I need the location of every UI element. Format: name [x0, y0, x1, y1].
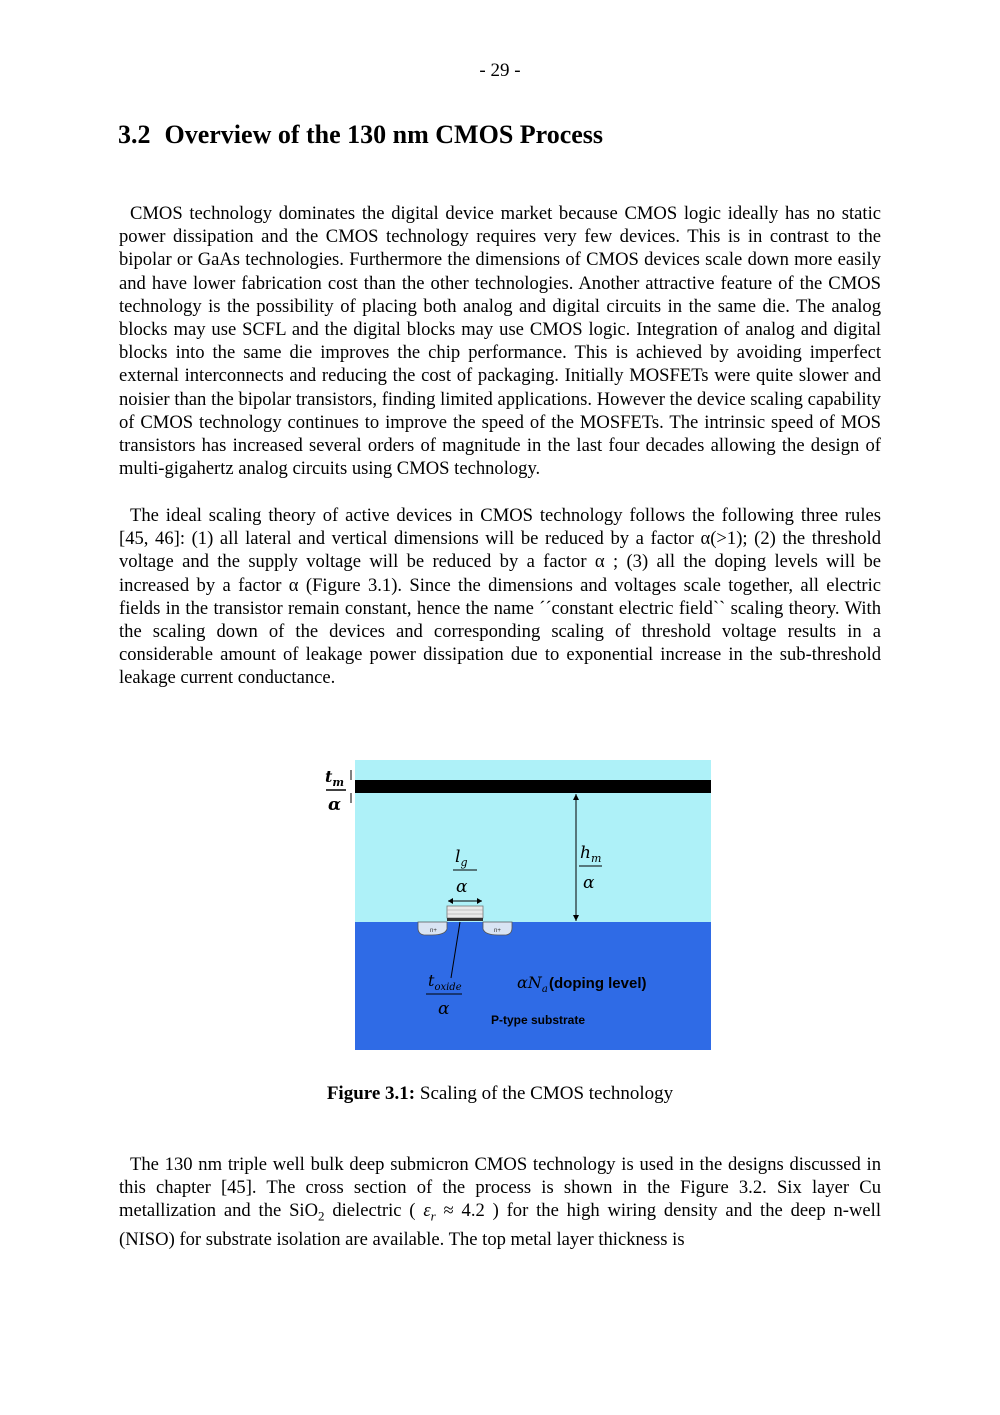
toxide-pointer [451, 922, 460, 978]
lg-arrow-right [477, 898, 482, 904]
paragraph-process [119, 1153, 881, 1252]
paragraph-scaling-theory: The ideal scaling theory of active devices in CMOS technology follows the following three rules [45, 46]: (1) all lateral and vertical dimensions will be reduced by a factor α(>1); (2) the threshold voltage and the supply voltage will be reduced by a factor α ; (3) all the doping levels will be increased by a factor α (Figure 3.1). Since the dimensions and voltages scale together, all electric fields in the transistor remain constant, hence the name ´´constant electric field`` scaling theory. With the scaling down of the devices and corresponding scaling of threshold voltage results in a considerable amount of leakage power dissipation due to exponential increase in the sub-threshold leakage current conductance. [119, 505, 881, 689]
page-number: - 29 - [479, 60, 521, 81]
figure-annotations [320, 760, 715, 1052]
hm-arrow-up [573, 794, 579, 800]
label-substrate: P-type substrate [491, 1013, 586, 1027]
label-source-nplus: n+ [430, 928, 437, 934]
label-hm-alpha: α [583, 873, 595, 893]
label-toxide: $t_{oxide}$ [428, 971, 462, 993]
label-lg-alpha: α [456, 877, 468, 897]
gate-oxide [447, 918, 483, 921]
paragraph-intro: CMOS technology dominates the digital device market because CMOS logic ideally has no static power dissipation and the CMOS technology requires very few devices. This is in contrast to the bipolar or GaAs technologies. Furthermore the dimensions of CMOS devices scale down more easily and have lower fabrication cost than the other technologies. Another attractive feature of the CMOS technology is the possibility of placing both analog and digital circuits in the same die. The analog blocks may use SCFL and the digital blocks may use CMOS logic. Integration of analog and digital blocks into the same die improves the chip performance. This is achieved by avoiding imperfect external interconnects and reducing the cost of packaging. Initially MOSFETs were quite slower and noisier than the bipolar transistors, finding limited applications. However the device scaling capability of CMOS technology continues to improve the speed of the MOSFETs. The intrinsic speed of MOS transistors has increased several orders of magnitude in the last four decades allowing the design of multi-gigahertz analog circuits using CMOS technology. [119, 203, 881, 480]
gate [447, 906, 483, 918]
p3-subscript: 2 [318, 1209, 325, 1225]
section-title: Overview of the 130 nm CMOS Process [164, 120, 604, 149]
lg-arrow-left [448, 898, 453, 904]
epsilon-symbol: ε [423, 1200, 431, 1222]
p3-text-3: ≈ 4.2 ) for the high wiring density and the deep n-well (NISO) for substrate isolation are available. The top metal layer thickness is [119, 1200, 881, 1251]
figure-caption-text: Scaling of the CMOS technology [415, 1083, 674, 1104]
label-drain-nplus: n+ [494, 928, 501, 934]
figure-scaling-diagram [320, 760, 715, 1052]
label-doping-text: (doping level) [549, 975, 647, 992]
label-lg: $l_g$ [455, 847, 468, 869]
label-hm: $h_m$ [580, 843, 602, 865]
epsilon-subscript: r [430, 1209, 436, 1225]
p3-text-2: dielectric ( [324, 1200, 424, 1222]
p3-text-1: The 130 nm triple well bulk deep submicron CMOS technology is used in the designs discussed in this chapter [45]. The cross section of the process is shown in the Figure 3.2. Six layer Cu metallization and the SiO [119, 1154, 881, 1222]
figure-caption-label: Figure 3.1: [326, 1083, 416, 1104]
section-heading [118, 120, 603, 150]
figure-caption [0, 1083, 1000, 1105]
label-toxide-alpha: α [438, 999, 450, 1019]
hm-arrow-down [573, 915, 579, 921]
label-tm-t: $t_m$ [325, 767, 345, 789]
section-number: 3.2 [118, 120, 151, 149]
label-doping-symbol: $\alpha N_a$ [517, 973, 548, 995]
label-tm-alpha: α [328, 795, 342, 815]
